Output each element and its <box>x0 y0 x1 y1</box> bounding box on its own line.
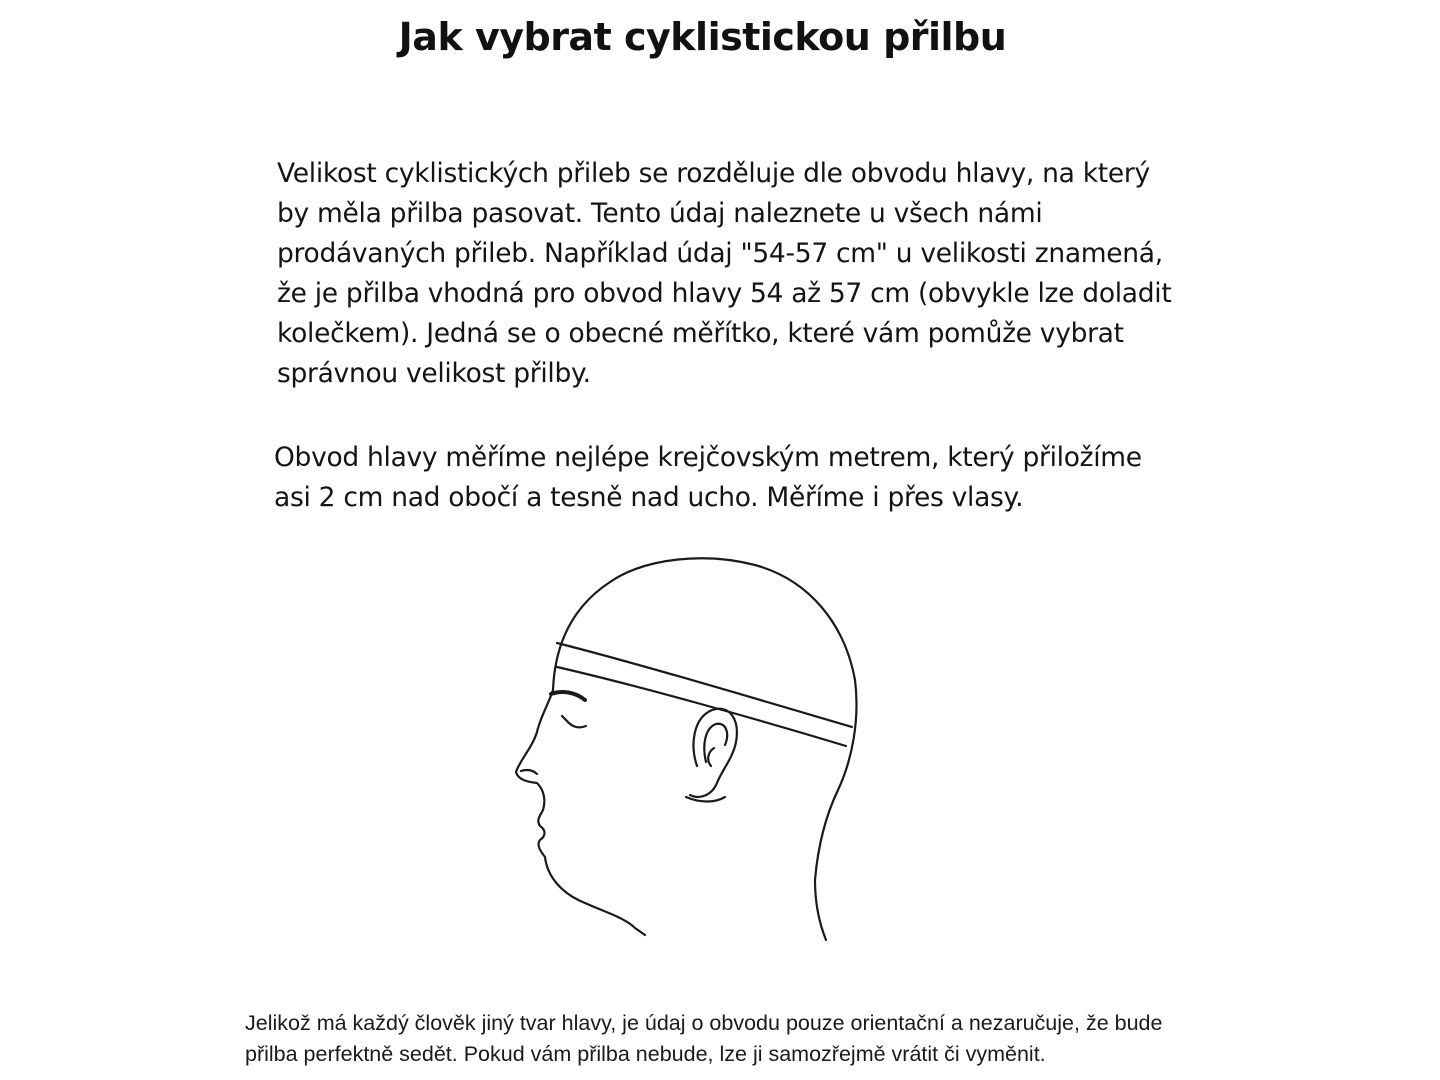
eyebrow <box>551 692 585 700</box>
intro-line: že je přilba vhodná pro obvod hlavy 54 až 57 cm (obvykle lze doladit <box>277 278 1172 309</box>
measure-paragraph <box>274 438 1214 518</box>
page-title: Jak vybrat cyklistickou přilbu <box>398 15 1007 59</box>
intro-line: prodávaných přileb. Například údaj "54-57 cm" u velikosti znamená, <box>277 238 1163 269</box>
intro-line: by měla přilba pasovat. Tento údaj naleznete u všech námi <box>277 198 1043 229</box>
fit-note <box>245 1008 1325 1070</box>
intro-line: správnou velikost přilby. <box>277 358 591 389</box>
intro-paragraph <box>277 154 1217 394</box>
intro-line: kolečkem). Jedná se o obecné měřítko, které vám pomůže vybrat <box>277 318 1124 349</box>
jaw-line <box>686 797 725 802</box>
closed-eye <box>566 720 586 727</box>
head-measurement-figure <box>500 548 880 948</box>
head-measurement-icon <box>500 548 880 948</box>
nostril <box>521 770 537 774</box>
measure-line: asi 2 cm nad obočí a tesně nad ucho. Měříme i přes vlasy. <box>274 482 1024 513</box>
intro-line: Velikost cyklistických přileb se rozděluje dle obvodu hlavy, na který <box>277 158 1150 189</box>
note-line: Jelikož má každý člověk jiný tvar hlavy, je údaj o obvodu pouze orientační a nezaručuje, že bude <box>245 1011 1163 1035</box>
measure-line: Obvod hlavy měříme nejlépe krejčovským metrem, který přiložíme <box>274 442 1142 473</box>
ear <box>690 709 737 797</box>
note-line: přilba perfektně sedět. Pokud vám přilba nebude, lze ji samozřejmě vrátit či vyměnit. <box>245 1042 1046 1066</box>
